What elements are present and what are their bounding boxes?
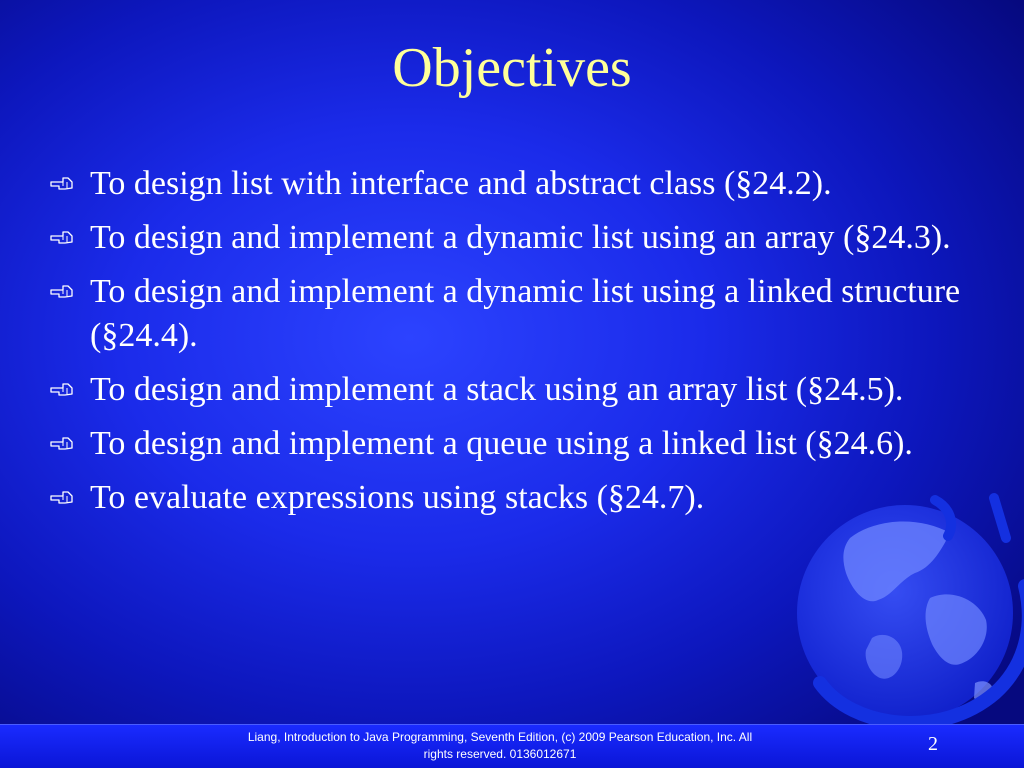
objectives-list: [50, 162, 980, 530]
list-item: [50, 216, 980, 260]
objective-text: To design and implement a dynamic list using a linked structure (§24.4).: [90, 273, 961, 354]
footer-line: rights reserved. 0136012671: [423, 747, 577, 761]
list-item: [50, 422, 980, 466]
pointing-hand-icon: [50, 381, 74, 397]
footer-line: Liang, Introduction to Java Programming, Seventh Edition, (c) 2009 Pearson Education, Inc. All: [247, 730, 753, 744]
list-item: [50, 476, 980, 520]
page-number: 2: [928, 733, 938, 755]
objective-text: To design and implement a queue using a linked list (§24.6).: [90, 425, 913, 462]
objective-text: To design and implement a dynamic list using an array (§24.3).: [90, 219, 951, 256]
pointing-hand-icon: [50, 489, 74, 505]
objective-text: To design list with interface and abstract class (§24.2).: [90, 165, 832, 202]
pointing-hand-icon: [50, 435, 74, 451]
slide-title: Objectives: [392, 37, 632, 99]
pointing-hand-icon: [50, 283, 74, 299]
footer-copyright: [200, 729, 800, 763]
objective-text: To evaluate expressions using stacks (§24.7).: [90, 479, 705, 516]
pointing-hand-icon: [50, 229, 74, 245]
list-item: [50, 162, 980, 206]
list-item: [50, 270, 980, 358]
list-item: [50, 368, 980, 412]
objective-text: To design and implement a stack using an array list (§24.5).: [90, 371, 904, 408]
pointing-hand-icon: [50, 175, 74, 191]
